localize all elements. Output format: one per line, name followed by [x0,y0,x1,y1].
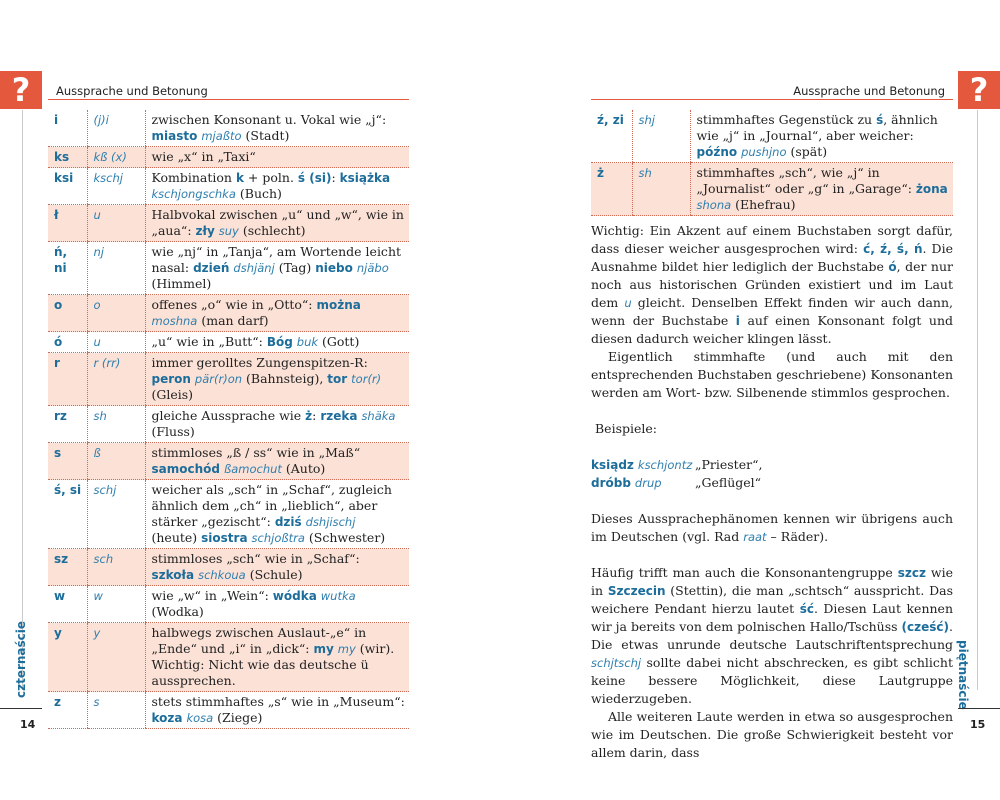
transliteration-cell: sh [87,406,145,443]
text-run: wie „w“ in „Wein“: [151,588,273,603]
text-run: gleicht. Denselben Effekt finden wir auch dann, wenn der Buchstabe [591,295,953,328]
letter-cell: rz [48,406,87,443]
text-run: halbwegs zwischen Auslaut-„e“ in „Ende“ und „i“ in „dick“: [151,625,367,656]
transliteration-cell: u [87,332,145,353]
polish-word: (cześć) [901,620,950,634]
transliteration: raat [743,530,767,544]
table-row [591,163,953,216]
text-run: (Auto) [281,461,326,476]
transliteration: schjoßtra [251,531,305,545]
transliteration: wutka [320,589,356,603]
description-cell [145,242,409,295]
polish-word: ś [876,113,884,127]
polish-word: ó [888,260,897,274]
text-run: Kombination [151,170,236,185]
text-run: (man darf) [197,313,269,328]
letter-cell: ó [48,332,87,353]
text-run: . Die etwas unrunde deutsche Lautschriftentsprechung [591,619,953,652]
question-mark-icon: ? [0,71,42,109]
transliteration-cell: o [87,295,145,332]
text-run: Alle weiteren Laute werden in etwa so ausgesprochen wie im Deutschen. Die große Schwierigkeit besteht vor allem darin, dass [591,709,953,760]
text-run: Eigentlich stimmhafte (und auch mit den entsprechenden Buchstaben geschriebene) Konsonanten werden am Wort- bzw. Silbenende stimmlos gesprochen. [591,349,953,400]
polish-word: szcz [897,566,926,580]
table-row [48,205,409,242]
text-run: wie „nj“ in „Tanja“, am Wortende leicht nasal: [151,244,402,275]
example-word: ksiądz [591,458,634,472]
polish-word: szkoła [151,568,195,582]
transliteration: moshna [151,314,198,328]
transliteration: u [624,296,632,310]
text-run: (schlecht) [238,223,306,238]
transliteration-cell: kschj [87,168,145,205]
text-run: stimmhaftes „sch“, wie „j“ in „Journalist“ oder „g“ in „Garage“: [696,165,916,196]
text-run: (Fluss) [151,424,195,439]
table-row [591,110,953,163]
text-run: immer gerolltes Zungenspitzen-R: [151,355,368,370]
example-word: dróbb [591,476,631,490]
polish-word: ść [799,602,814,616]
letter-cell: ż [591,163,632,216]
text-run: : [331,170,340,185]
letter-cell: o [48,295,87,332]
description-cell [690,110,953,163]
example-row [591,474,953,492]
description-cell [145,480,409,549]
transliteration-cell: w [87,586,145,623]
text-run: (Ziege) [213,710,263,725]
text-run: (Tag) [274,260,316,275]
transliteration: tor(r) [351,372,382,386]
letter-cell: ł [48,205,87,242]
polish-word: ś (si) [297,171,332,185]
table-row [48,168,409,205]
transliteration: mjaßto [201,129,242,143]
transliteration: shona [696,198,732,212]
transliteration-cell: u [87,205,145,242]
text-run: (Schwester) [304,530,386,545]
examples-label: Beispiele: [595,421,657,436]
body-text-right [591,222,953,762]
table-row [48,443,409,480]
description-cell [145,353,409,406]
text-run: : [312,408,321,423]
transliteration-cell: kß (x) [87,147,145,168]
text-run: (Wodka) [151,604,204,619]
example-meaning: „Geflügel“ [695,475,762,490]
text-run: sollte dabei nicht abschrecken, es gibt schlicht keine bessere Möglichkeit, diese Lautgruppe wiederzugeben. [591,655,953,706]
table-row [48,480,409,549]
description-cell [145,586,409,623]
transliteration: schjtschj [591,656,642,670]
header-rule-right [591,99,953,100]
polish-word: dziś [274,515,302,529]
polish-word: samochód [151,462,220,476]
transliteration: dshjänj [233,261,275,275]
text-run: , der nur noch aus historischen Gründen existiert und im Laut dem [591,259,953,310]
text-run: wie „x“ in „Taxi“ [151,149,256,164]
text-run: weicher als „sch“ in „Schaf“, zugleich ähnlich dem „ch“ in „lieblich“, aber stärker „gezischt“: [151,482,392,529]
text-run: (Gott) [318,334,360,349]
polish-word: miasto [151,129,198,143]
polish-word: Szczecin [607,584,666,598]
paragraph [591,348,953,402]
text-run: stimmloses „ß / ss“ wie in „Maß“ [151,445,361,460]
letter-cell: y [48,623,87,692]
question-mark-icon: ? [958,71,1000,109]
text-run: stets stimmhaftes „s“ wie in „Museum“: [151,694,405,709]
text-run: auf einen Konsonant folgt und diesen dadurch weicher klingen lässt. [591,313,954,346]
polish-word: ć, ź, ś, ń [863,242,923,256]
transliteration-cell: s [87,692,145,729]
text-run: , ähnlich wie „j“ in „Journal“, aber weicher: [696,112,938,143]
text-run: (Schule) [245,567,303,582]
letter-cell: sz [48,549,87,586]
text-run: stimmloses „sch“ wie in „Schaf“: [151,551,360,566]
footer-rule-left [0,708,42,709]
side-rule-left [22,110,23,690]
polish-word: niebo [315,261,353,275]
description-cell [145,443,409,480]
polish-word: peron [151,372,191,386]
text-run: (Bahnsteig), [242,371,328,386]
description-cell [690,163,953,216]
text-run: (heute) [151,530,202,545]
letter-cell: ź, zi [591,110,632,163]
letter-cell: z [48,692,87,729]
transliteration-cell: schj [87,480,145,549]
description-cell [145,332,409,353]
transliteration: dshjischj [305,515,356,529]
page-number-left: 14 [20,718,36,731]
table-row [48,110,409,147]
transliteration-cell: y [87,623,145,692]
letter-cell: ń, ni [48,242,87,295]
pronunciation-table-right [591,110,953,216]
transliteration: shäka [361,409,396,423]
polish-word: rzeka [320,409,358,423]
transliteration-cell: r (rr) [87,353,145,406]
transliteration: njäbo [356,261,389,275]
polish-word: żona [915,182,948,196]
polish-word: siostra [201,531,248,545]
polish-word: późno [696,145,738,159]
transliteration: suy [218,224,239,238]
text-run: stimmhaftes Gegenstück zu [696,112,877,127]
transliteration: kosa [186,711,214,725]
transliteration-cell: sch [87,549,145,586]
transliteration: my [337,642,356,656]
transliteration-cell: sh [632,163,690,216]
paragraph [591,564,953,708]
description-cell [145,147,409,168]
description-cell [145,168,409,205]
description-cell [145,110,409,147]
transliteration-cell: ß [87,443,145,480]
letter-cell: ś, si [48,480,87,549]
polish-word: k [235,171,244,185]
polish-word: my [313,642,334,656]
transliteration: kschjongschka [151,187,236,201]
letter-cell: w [48,586,87,623]
polish-word: i [735,314,740,328]
side-rule-right [977,110,978,690]
example-transliteration: kschjontz [637,458,693,472]
transliteration: buk [296,335,319,349]
text-run: (Stadt) [241,128,290,143]
text-run: zwischen Konsonant u. Vokal wie „j“: [151,112,387,127]
transliteration: schkoua [198,568,246,582]
transliteration-cell: (j)i [87,110,145,147]
example-transliteration: drup [634,476,662,490]
table-row [48,295,409,332]
text-run: (wir). Wichtig: Nicht wie das deutsche ü aussprechen. [151,641,395,688]
text-run: offenes „o“ wie in „Otto“: [151,297,317,312]
running-head-left: Aussprache und Betonung [56,84,208,98]
description-cell [145,205,409,242]
description-cell [145,692,409,729]
description-cell [145,295,409,332]
side-label-left: czternaście [14,620,28,698]
text-run: (Himmel) [151,276,212,291]
text-run: Wichtig: Ein Akzent auf einem Buchstaben sorgt dafür, dass dieser weicher ausgesprochen wird: [591,223,953,256]
table-row [48,353,409,406]
polish-word: książka [339,171,391,185]
letter-cell: ksi [48,168,87,205]
polish-word: zły [195,224,215,238]
transliteration-cell: shj [632,110,690,163]
table-row [48,586,409,623]
polish-word: Bóg [266,335,293,349]
text-run: + poln. [243,170,298,185]
description-cell [145,623,409,692]
table-row [48,242,409,295]
transliteration-cell: nj [87,242,145,295]
side-label-right: piętnaście [956,640,970,710]
text-run: Halbvokal zwischen „u“ und „w“, wie in „aua“: [151,207,404,238]
description-cell [145,549,409,586]
example-row [591,456,953,474]
description-cell [145,406,409,443]
header-rule-left [48,99,409,100]
text-run: (Ehefrau) [731,197,796,212]
letter-cell: r [48,353,87,406]
polish-word: dzień [193,261,230,275]
table-row [48,332,409,353]
text-run: wie in [591,565,953,598]
table-row [48,692,409,729]
page-number-right: 15 [970,718,986,731]
text-run: . Die Ausnahme bildet hier lediglich der Buchstabe [591,241,953,274]
transliteration: pushjno [741,145,787,159]
polish-word: ż [305,409,313,423]
polish-word: tor [327,372,348,386]
paragraph [591,222,953,348]
table-row [48,406,409,443]
table-row [48,147,409,168]
polish-word: wódka [272,589,317,603]
text-run: (spät) [786,144,828,159]
example-meaning: „Priester“, [695,457,763,472]
running-head-right: Aussprache und Betonung [793,84,945,98]
letter-cell: ks [48,147,87,168]
text-run: Dieses Aussprachephänomen kennen wir übrigens auch im Deutschen (vgl. Rad [591,511,953,544]
polish-word: można [316,298,361,312]
text-run: . Diesen Laut kennen wir ja bereits von dem polnischen Hallo/Tschüss [591,601,954,634]
paragraph [591,708,953,762]
letter-cell: i [48,110,87,147]
transliteration: pär(r)on [194,372,243,386]
text-run: gleiche Aussprache wie [151,408,306,423]
text-run: (Buch) [235,186,282,201]
transliteration: ßamochut [223,462,282,476]
footer-rule-right [958,708,1000,709]
pronunciation-table-left [48,110,409,729]
table-row [48,623,409,692]
paragraph [591,510,953,546]
text-run: (Gleis) [151,387,194,402]
text-run: „u“ wie in „Butt“: [151,334,267,349]
text-run: – Räder). [766,529,829,544]
polish-word: koza [151,711,183,725]
letter-cell: s [48,443,87,480]
text-run: (Stettin), die man „schtsch“ ausspricht. Das weichere Pendant hierzu lautet [591,583,953,616]
text-run: Häufig trifft man auch die Konsonantengruppe [591,565,898,580]
table-row [48,549,409,586]
